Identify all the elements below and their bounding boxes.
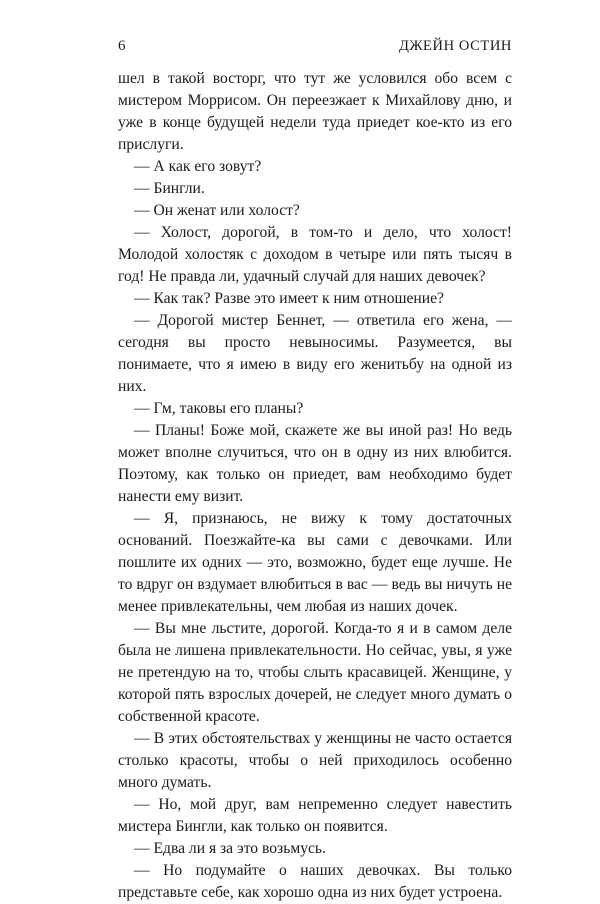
paragraph: — Бингли.: [134, 180, 205, 197]
page-number: 6: [118, 38, 126, 54]
paragraph: — Как так? Разве это имеет к ним отношение?: [134, 290, 444, 307]
page-header: [0, 0, 600, 60]
paragraph: — Планы! Боже мой, скажете же вы иной раз! Но ведь может вполне случиться, что он в одну из них влюбится. Поэтому, как только он приедет, вам необходимо будет нанести ему визит.: [118, 422, 512, 505]
paragraph: — Вы мне льстите, дорогой. Когда-то я и в самом деле была не лишена привлекательности. Но сейчас, увы, я уже не претендую на то, чтобы слыть красавицей. Женщине, у которой пять взрослых дочерей, не следует много думать о собственной красоте.: [118, 620, 512, 725]
paragraph-continued: шел в такой восторг, что тут же условился обо всем с мистером Моррисом. Он переезжает к Михайлову дню, и уже в конце будущей недели туда приедет кое-кто из его прислуги.: [118, 70, 512, 153]
paragraph: — Он женат или холост?: [134, 202, 300, 219]
paragraph: — Гм, таковы его планы?: [134, 400, 304, 417]
paragraph: — Холост, дорогой, в том-то и дело, что холост! Молодой холостяк с доходом в четыре или пять тысяч в год! Не правда ли, удачный случай для наших девочек?: [118, 224, 512, 285]
paragraph: — Едва ли я за это возьмусь.: [134, 840, 326, 857]
paragraph: — А как его зовут?: [134, 158, 262, 175]
paragraph: — Дорогой мистер Беннет, — ответила его жена, — сегодня вы просто невыносимы. Разумеется, вы понимаете, что я имею в виду его женитьбу на одной из них.: [118, 312, 512, 395]
text-body: [118, 68, 512, 904]
paragraph: — В этих обстоятельствах у женщины не часто остается столько красоты, чтобы о ней приходилось особенно много думать.: [118, 730, 512, 791]
paragraph: — Но подумайте о наших девочках. Вы только представьте себе, как хорошо одна из них будет устроена.: [118, 862, 512, 901]
paragraph: — Я, признаюсь, не вижу к тому достаточных оснований. Поезжайте-ка вы сами с девочками. Или пошлите их одних — это, возможно, будет еще лучше. Не то вдруг он вздумает влюбиться в вас — ведь вы ничуть не менее привлекательны, чем любая из наших дочек.: [118, 510, 512, 615]
running-title: ДЖЕЙН ОСТИН: [398, 38, 512, 54]
paragraph: — Но, мой друг, вам непременно следует навестить мистера Бингли, как только он появится.: [118, 796, 512, 835]
